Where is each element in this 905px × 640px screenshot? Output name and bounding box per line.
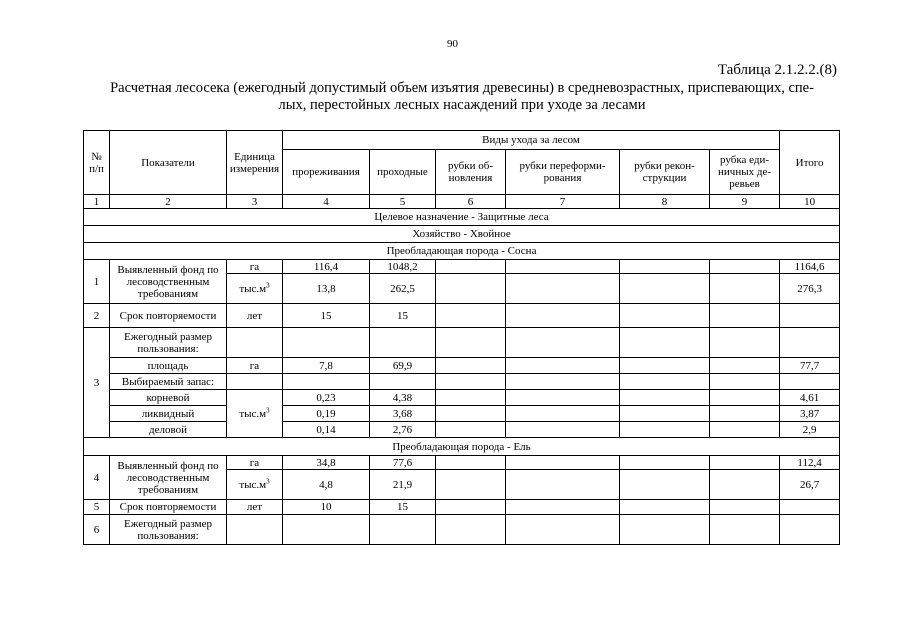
row-label: Выявленный фонд по лесоводственным требованиям <box>110 260 227 304</box>
total-cell: 2,9 <box>780 422 840 438</box>
value-cell: 21,9 <box>370 470 436 500</box>
col-number: 8 <box>620 195 710 209</box>
col-number: 5 <box>370 195 436 209</box>
value-cell: 15 <box>283 304 370 328</box>
section-breed-spruce: Преобладающая порода - Ель <box>84 438 840 456</box>
row-label: Ежегодный размер пользования: <box>110 515 227 545</box>
row-label: деловой <box>110 422 227 438</box>
row-number: 5 <box>84 500 110 515</box>
total-cell: 3,87 <box>780 406 840 422</box>
value-cell: 69,9 <box>370 358 436 374</box>
unit-cell: лет <box>227 500 283 515</box>
table-row <box>84 422 840 438</box>
col-number: 3 <box>227 195 283 209</box>
table-row <box>84 304 840 328</box>
value-cell: 116,4 <box>283 260 370 274</box>
col-number: 6 <box>436 195 506 209</box>
page-number: 90 <box>447 38 458 50</box>
unit-cell: лет <box>227 304 283 328</box>
row-label: Ежегодный размер пользования: <box>110 328 227 358</box>
value-cell: 0,23 <box>283 390 370 406</box>
total-cell: 112,4 <box>780 456 840 470</box>
value-cell: 13,8 <box>283 274 370 304</box>
col-number: 1 <box>84 195 110 209</box>
row-label: ликвидный <box>110 406 227 422</box>
row-label: Выбираемый запас: <box>110 374 227 390</box>
table-label: Таблица 2.1.2.2.(8) <box>717 62 837 78</box>
header-passage: проходные <box>370 150 436 195</box>
col-number: 7 <box>506 195 620 209</box>
unit-cell: га <box>227 358 283 374</box>
header-num: № п/п <box>84 131 110 195</box>
table-row <box>84 456 840 470</box>
section-breed-pine: Преобладающая порода - Сосна <box>84 243 840 260</box>
value-cell: 2,76 <box>370 422 436 438</box>
row-label: площадь <box>110 358 227 374</box>
col-number: 4 <box>283 195 370 209</box>
total-cell: 4,61 <box>780 390 840 406</box>
total-cell: 276,3 <box>780 274 840 304</box>
title-line-1: Расчетная лесосека (ежегодный допустимый объем изъятия древесины) в средневозрастных, приспевающих, спе- <box>110 80 814 96</box>
value-cell: 77,6 <box>370 456 436 470</box>
table-row <box>84 260 840 274</box>
value-cell: 3,68 <box>370 406 436 422</box>
row-label: корневой <box>110 390 227 406</box>
value-cell: 4,38 <box>370 390 436 406</box>
row-label: Срок повторяемости <box>110 304 227 328</box>
unit-cell: га <box>227 260 283 274</box>
col-number: 9 <box>710 195 780 209</box>
column-numbers-row <box>84 195 840 209</box>
header-indicators: Показатели <box>110 131 227 195</box>
table-row <box>84 390 840 406</box>
row-number: 2 <box>84 304 110 328</box>
table-row <box>84 374 840 390</box>
cut-volume-table <box>83 130 840 545</box>
unit-cell: $тыс.м^3$ <box>227 390 283 438</box>
header-unit: Единица измерения <box>227 131 283 195</box>
row-label: Срок повторяемости <box>110 500 227 515</box>
value-cell: 34,8 <box>283 456 370 470</box>
title-line-2: лых, перестойных лесных насаждений при уходе за лесами <box>278 97 646 113</box>
header-reforming: рубки переформи- рования <box>506 150 620 195</box>
total-cell: 1164,6 <box>780 260 840 274</box>
section-purpose: Целевое назначение - Защитные леса <box>84 209 840 226</box>
value-cell: 15 <box>370 304 436 328</box>
row-number: 4 <box>84 456 110 500</box>
table-row <box>84 358 840 374</box>
unit-cell: $тыс.м^3$ <box>227 470 283 500</box>
header-single-trees: рубка еди- ничных де- ревьев <box>710 150 780 195</box>
value-cell: 0,19 <box>283 406 370 422</box>
value-cell: 10 <box>283 500 370 515</box>
row-number: 6 <box>84 515 110 545</box>
table-row <box>84 500 840 515</box>
table-title <box>84 80 840 114</box>
row-number: 1 <box>84 260 110 304</box>
row-label: Выявленный фонд по лесоводственным требованиям <box>110 456 227 500</box>
header-renewal: рубки об- новления <box>436 150 506 195</box>
unit-cell: $тыс.м^3$ <box>227 274 283 304</box>
total-cell: 26,7 <box>780 470 840 500</box>
header-reconstruction: рубки рекон- струкции <box>620 150 710 195</box>
total-cell: 77,7 <box>780 358 840 374</box>
value-cell: 0,14 <box>283 422 370 438</box>
table-row <box>84 515 840 545</box>
value-cell: 262,5 <box>370 274 436 304</box>
col-number: 2 <box>110 195 227 209</box>
value-cell: 7,8 <box>283 358 370 374</box>
value-cell: 1048,2 <box>370 260 436 274</box>
row-number: 3 <box>84 328 110 438</box>
value-cell: 4,8 <box>283 470 370 500</box>
value-cell: 15 <box>370 500 436 515</box>
unit-cell: га <box>227 456 283 470</box>
header-total: Итого <box>780 131 840 195</box>
header-care-types: Виды ухода за лесом <box>283 131 780 150</box>
header-thinning: прореживания <box>283 150 370 195</box>
table-row <box>84 406 840 422</box>
col-number: 10 <box>780 195 840 209</box>
table-row <box>84 328 840 358</box>
section-farm: Хозяйство - Хвойное <box>84 226 840 243</box>
